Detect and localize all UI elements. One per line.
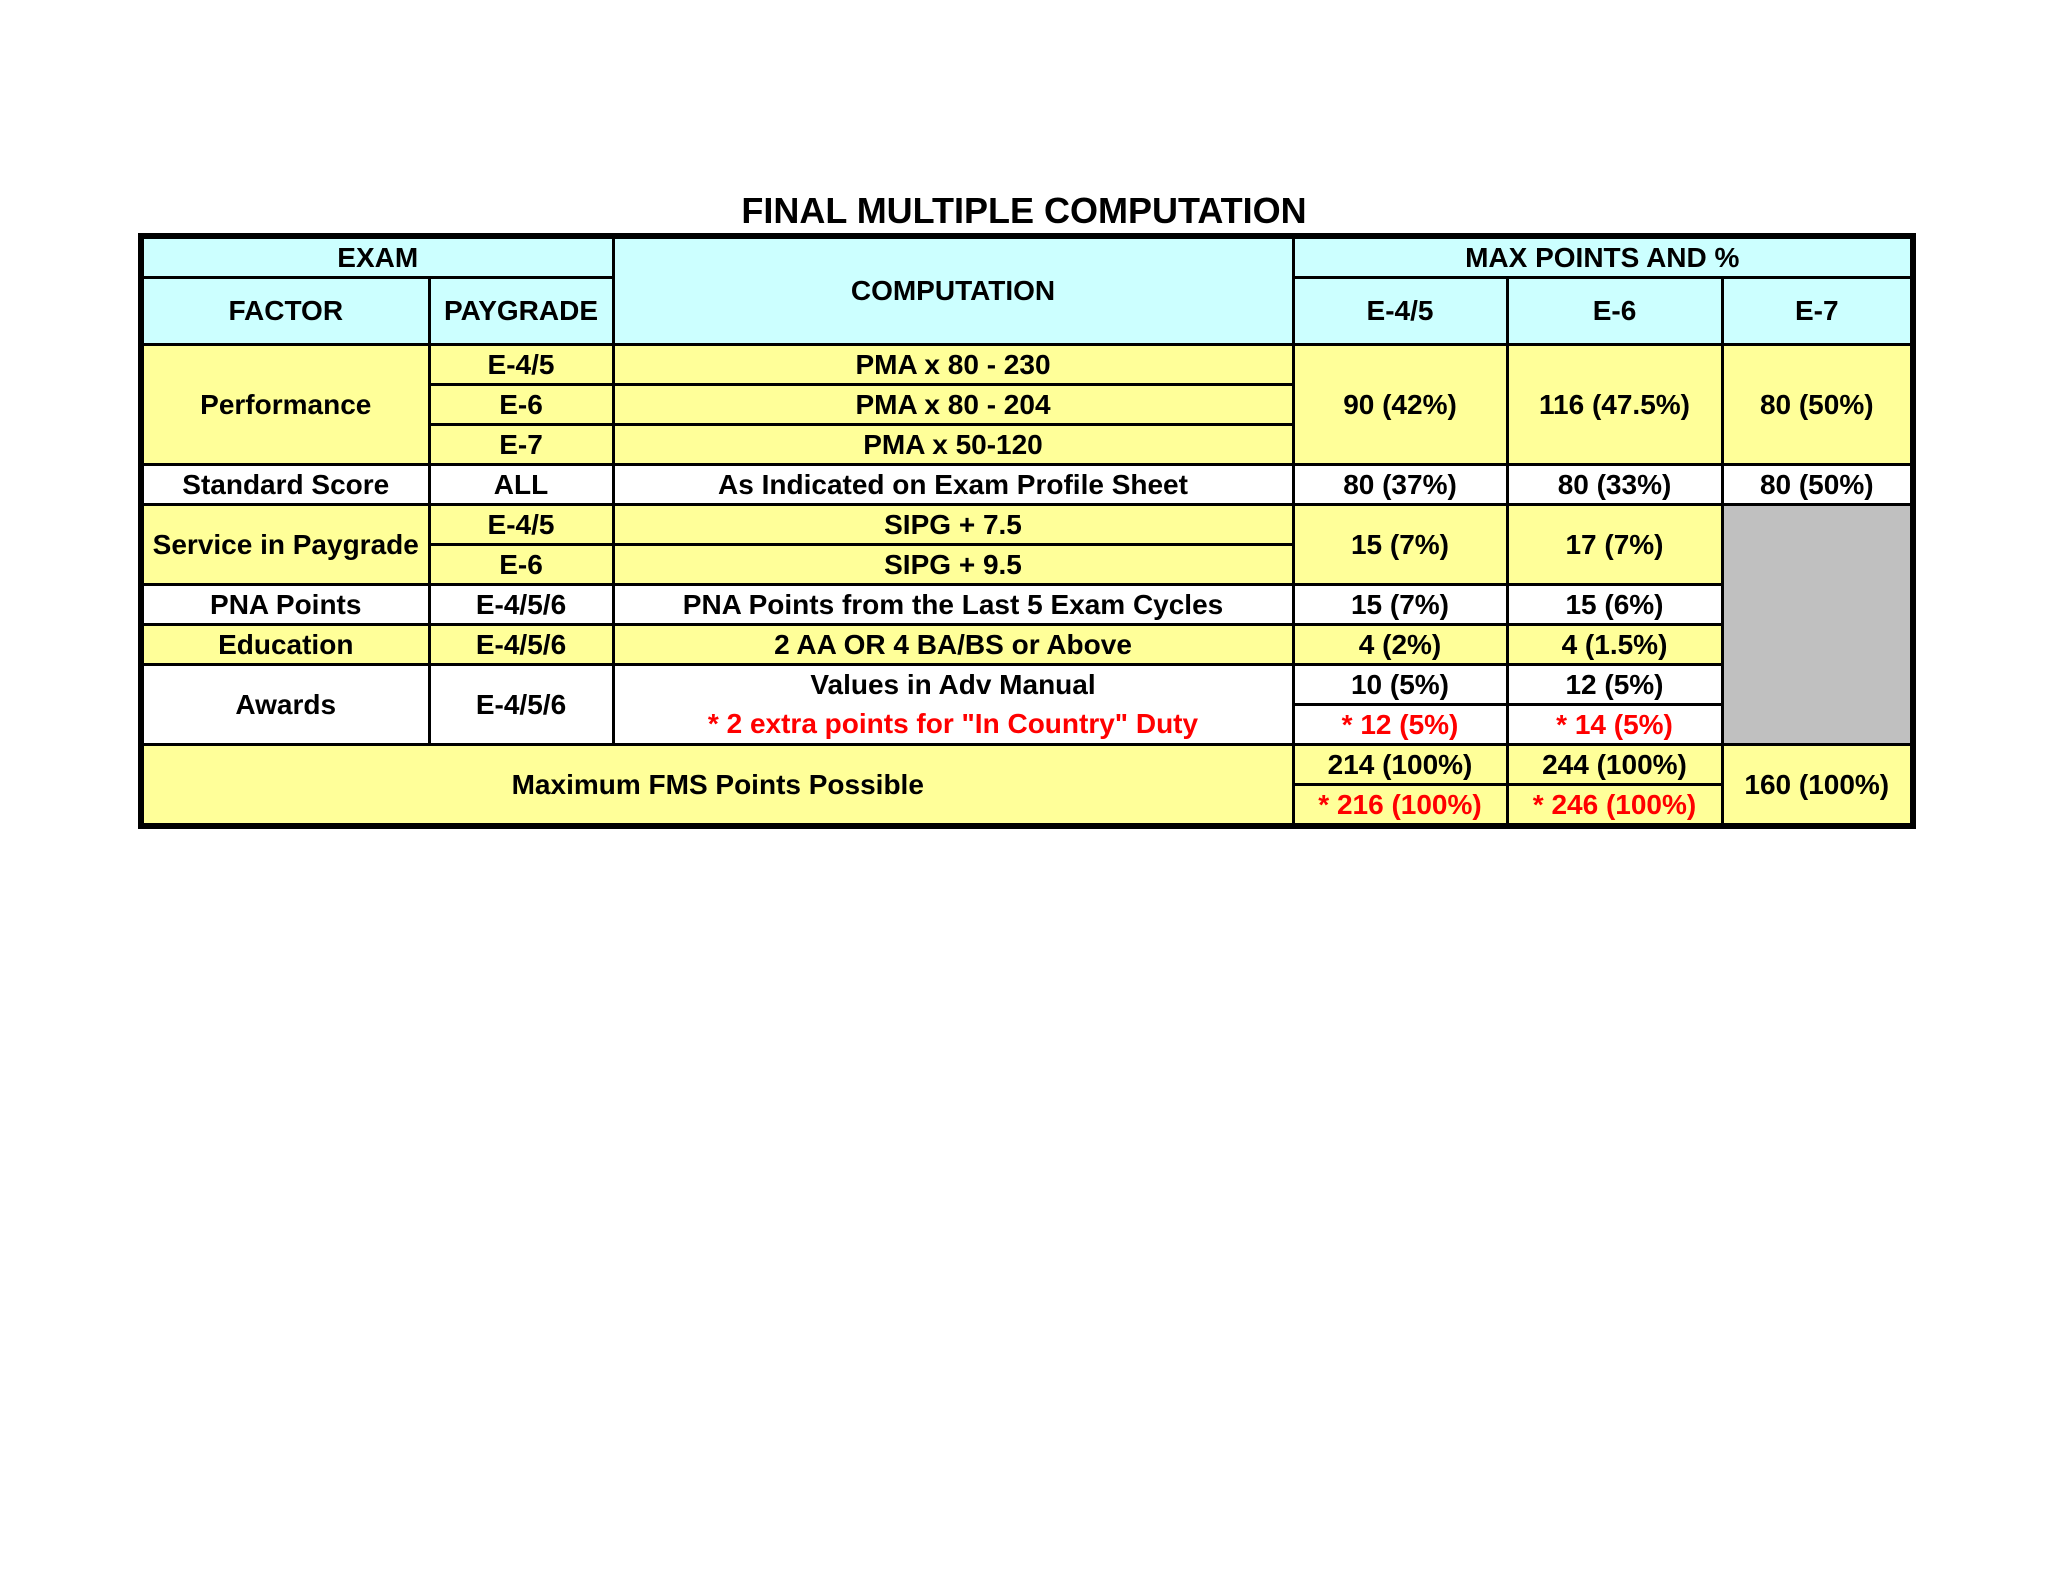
table-row-maximum-1 bbox=[141, 745, 1913, 785]
factor-awards: Awards bbox=[141, 665, 429, 745]
table-row-standard-score bbox=[141, 465, 1913, 505]
table-row-performance-1 bbox=[141, 345, 1913, 385]
factor-performance: Performance bbox=[141, 345, 429, 465]
maximum-e6-note: * 246 (100%) bbox=[1507, 785, 1722, 827]
pna-e45: 15 (7%) bbox=[1293, 585, 1507, 625]
e7-not-applicable-cell bbox=[1722, 505, 1913, 745]
pna-e6: 15 (6%) bbox=[1507, 585, 1722, 625]
sipg-e6: 17 (7%) bbox=[1507, 505, 1722, 585]
computation-cell: PMA x 50-120 bbox=[613, 425, 1293, 465]
awards-e6: 12 (5%) bbox=[1507, 665, 1722, 705]
header-e45: E-4/5 bbox=[1293, 278, 1507, 345]
computation-cell: 2 AA OR 4 BA/BS or Above bbox=[613, 625, 1293, 665]
computation-cell: SIPG + 7.5 bbox=[613, 505, 1293, 545]
header-computation: COMPUTATION bbox=[613, 236, 1293, 345]
header-exam: EXAM bbox=[141, 236, 613, 278]
computation-cell: SIPG + 9.5 bbox=[613, 545, 1293, 585]
header-max-points: MAX POINTS AND % bbox=[1293, 236, 1913, 278]
computation-note: * 2 extra points for "In Country" Duty bbox=[613, 705, 1293, 745]
table-row-sipg-1 bbox=[141, 505, 1913, 545]
paygrade-cell: ALL bbox=[429, 465, 613, 505]
computation-cell: PMA x 80 - 230 bbox=[613, 345, 1293, 385]
maximum-e7: 160 (100%) bbox=[1722, 745, 1913, 827]
standard-score-e45: 80 (37%) bbox=[1293, 465, 1507, 505]
paygrade-cell: E-4/5/6 bbox=[429, 625, 613, 665]
header-e7: E-7 bbox=[1722, 278, 1913, 345]
paygrade-cell: E-4/5/6 bbox=[429, 585, 613, 625]
header-e6: E-6 bbox=[1507, 278, 1722, 345]
performance-e45: 90 (42%) bbox=[1293, 345, 1507, 465]
computation-cell: PNA Points from the Last 5 Exam Cycles bbox=[613, 585, 1293, 625]
sipg-e45: 15 (7%) bbox=[1293, 505, 1507, 585]
computation-cell: PMA x 80 - 204 bbox=[613, 385, 1293, 425]
maximum-label: Maximum FMS Points Possible bbox=[141, 745, 1293, 827]
performance-e6: 116 (47.5%) bbox=[1507, 345, 1722, 465]
computation-cell: As Indicated on Exam Profile Sheet bbox=[613, 465, 1293, 505]
paygrade-cell: E-6 bbox=[429, 385, 613, 425]
table-row-pna bbox=[141, 585, 1913, 625]
education-e45: 4 (2%) bbox=[1293, 625, 1507, 665]
standard-score-e6: 80 (33%) bbox=[1507, 465, 1722, 505]
paygrade-cell: E-7 bbox=[429, 425, 613, 465]
header-row-1 bbox=[141, 236, 1913, 278]
awards-e45: 10 (5%) bbox=[1293, 665, 1507, 705]
table-row-education bbox=[141, 625, 1913, 665]
page-title: FINAL MULTIPLE COMPUTATION bbox=[741, 190, 1307, 231]
paygrade-cell: E-6 bbox=[429, 545, 613, 585]
computation-cell: Values in Adv Manual bbox=[613, 665, 1293, 705]
awards-e6-note: * 14 (5%) bbox=[1507, 705, 1722, 745]
education-e6: 4 (1.5%) bbox=[1507, 625, 1722, 665]
header-factor: FACTOR bbox=[141, 278, 429, 345]
paygrade-cell: E-4/5/6 bbox=[429, 665, 613, 745]
paygrade-cell: E-4/5 bbox=[429, 505, 613, 545]
maximum-e45: 214 (100%) bbox=[1293, 745, 1507, 785]
factor-pna-points: PNA Points bbox=[141, 585, 429, 625]
maximum-e45-note: * 216 (100%) bbox=[1293, 785, 1507, 827]
paygrade-cell: E-4/5 bbox=[429, 345, 613, 385]
factor-standard-score: Standard Score bbox=[141, 465, 429, 505]
table-row-awards-1 bbox=[141, 665, 1913, 705]
fms-table bbox=[138, 233, 1916, 829]
awards-e45-note: * 12 (5%) bbox=[1293, 705, 1507, 745]
factor-service-in-paygrade: Service in Paygrade bbox=[141, 505, 429, 585]
standard-score-e7: 80 (50%) bbox=[1722, 465, 1913, 505]
header-paygrade: PAYGRADE bbox=[429, 278, 613, 345]
maximum-e6: 244 (100%) bbox=[1507, 745, 1722, 785]
factor-education: Education bbox=[141, 625, 429, 665]
performance-e7: 80 (50%) bbox=[1722, 345, 1913, 465]
